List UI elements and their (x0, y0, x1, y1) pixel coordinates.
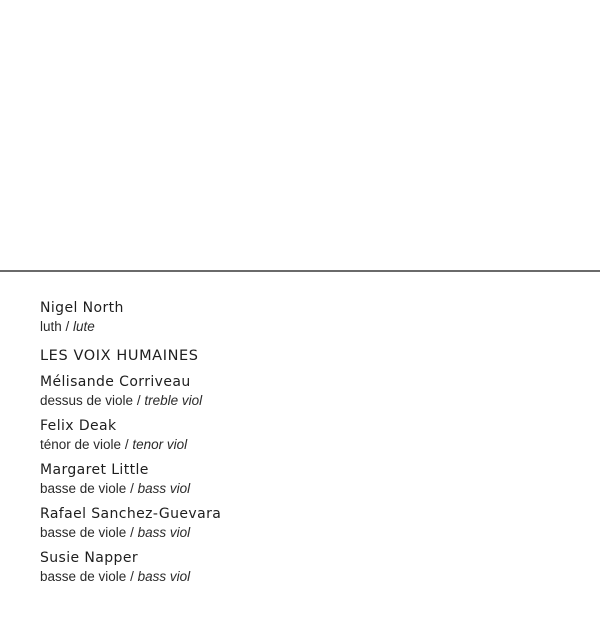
ensemble-member (40, 504, 580, 542)
role-french: ténor de viole (40, 437, 122, 452)
ensemble-member (40, 372, 580, 410)
role-english: bass viol (137, 525, 191, 540)
performer-name: Nigel North (40, 300, 124, 316)
performer-role (40, 568, 580, 586)
soloist-entry (40, 298, 580, 336)
role-french: basse de viole (40, 481, 127, 496)
performer-role (40, 318, 580, 336)
performer-name: Margaret Little (40, 462, 149, 478)
role-separator: / (61, 319, 74, 334)
ensemble-member (40, 548, 580, 586)
ensemble-title: LES VOIX HUMAINES (40, 348, 199, 364)
role-french: dessus de viole (40, 393, 134, 408)
performer-role (40, 436, 580, 454)
role-english: bass viol (137, 569, 191, 584)
role-french: luth (40, 319, 62, 334)
performer-name: Rafael Sanchez-Guevara (40, 506, 222, 522)
performer-role (40, 480, 580, 498)
role-french: basse de viole (40, 569, 127, 584)
performer-credits (40, 298, 580, 592)
role-english: bass viol (137, 481, 191, 496)
role-separator: / (126, 569, 138, 584)
role-english: treble viol (144, 393, 203, 408)
role-french: basse de viole (40, 525, 127, 540)
role-english: lute (73, 319, 95, 334)
fold-divider-line (0, 270, 600, 272)
performer-role (40, 524, 580, 542)
role-separator: / (126, 481, 138, 496)
role-separator: / (121, 437, 133, 452)
performer-name: Felix Deak (40, 418, 117, 434)
ensemble-member (40, 460, 580, 498)
performer-role (40, 392, 580, 410)
performer-name: Mélisande Corriveau (40, 374, 191, 390)
role-english: tenor viol (132, 437, 188, 452)
role-separator: / (133, 393, 145, 408)
performer-name: Susie Napper (40, 550, 139, 566)
ensemble-member (40, 416, 580, 454)
role-separator: / (126, 525, 138, 540)
